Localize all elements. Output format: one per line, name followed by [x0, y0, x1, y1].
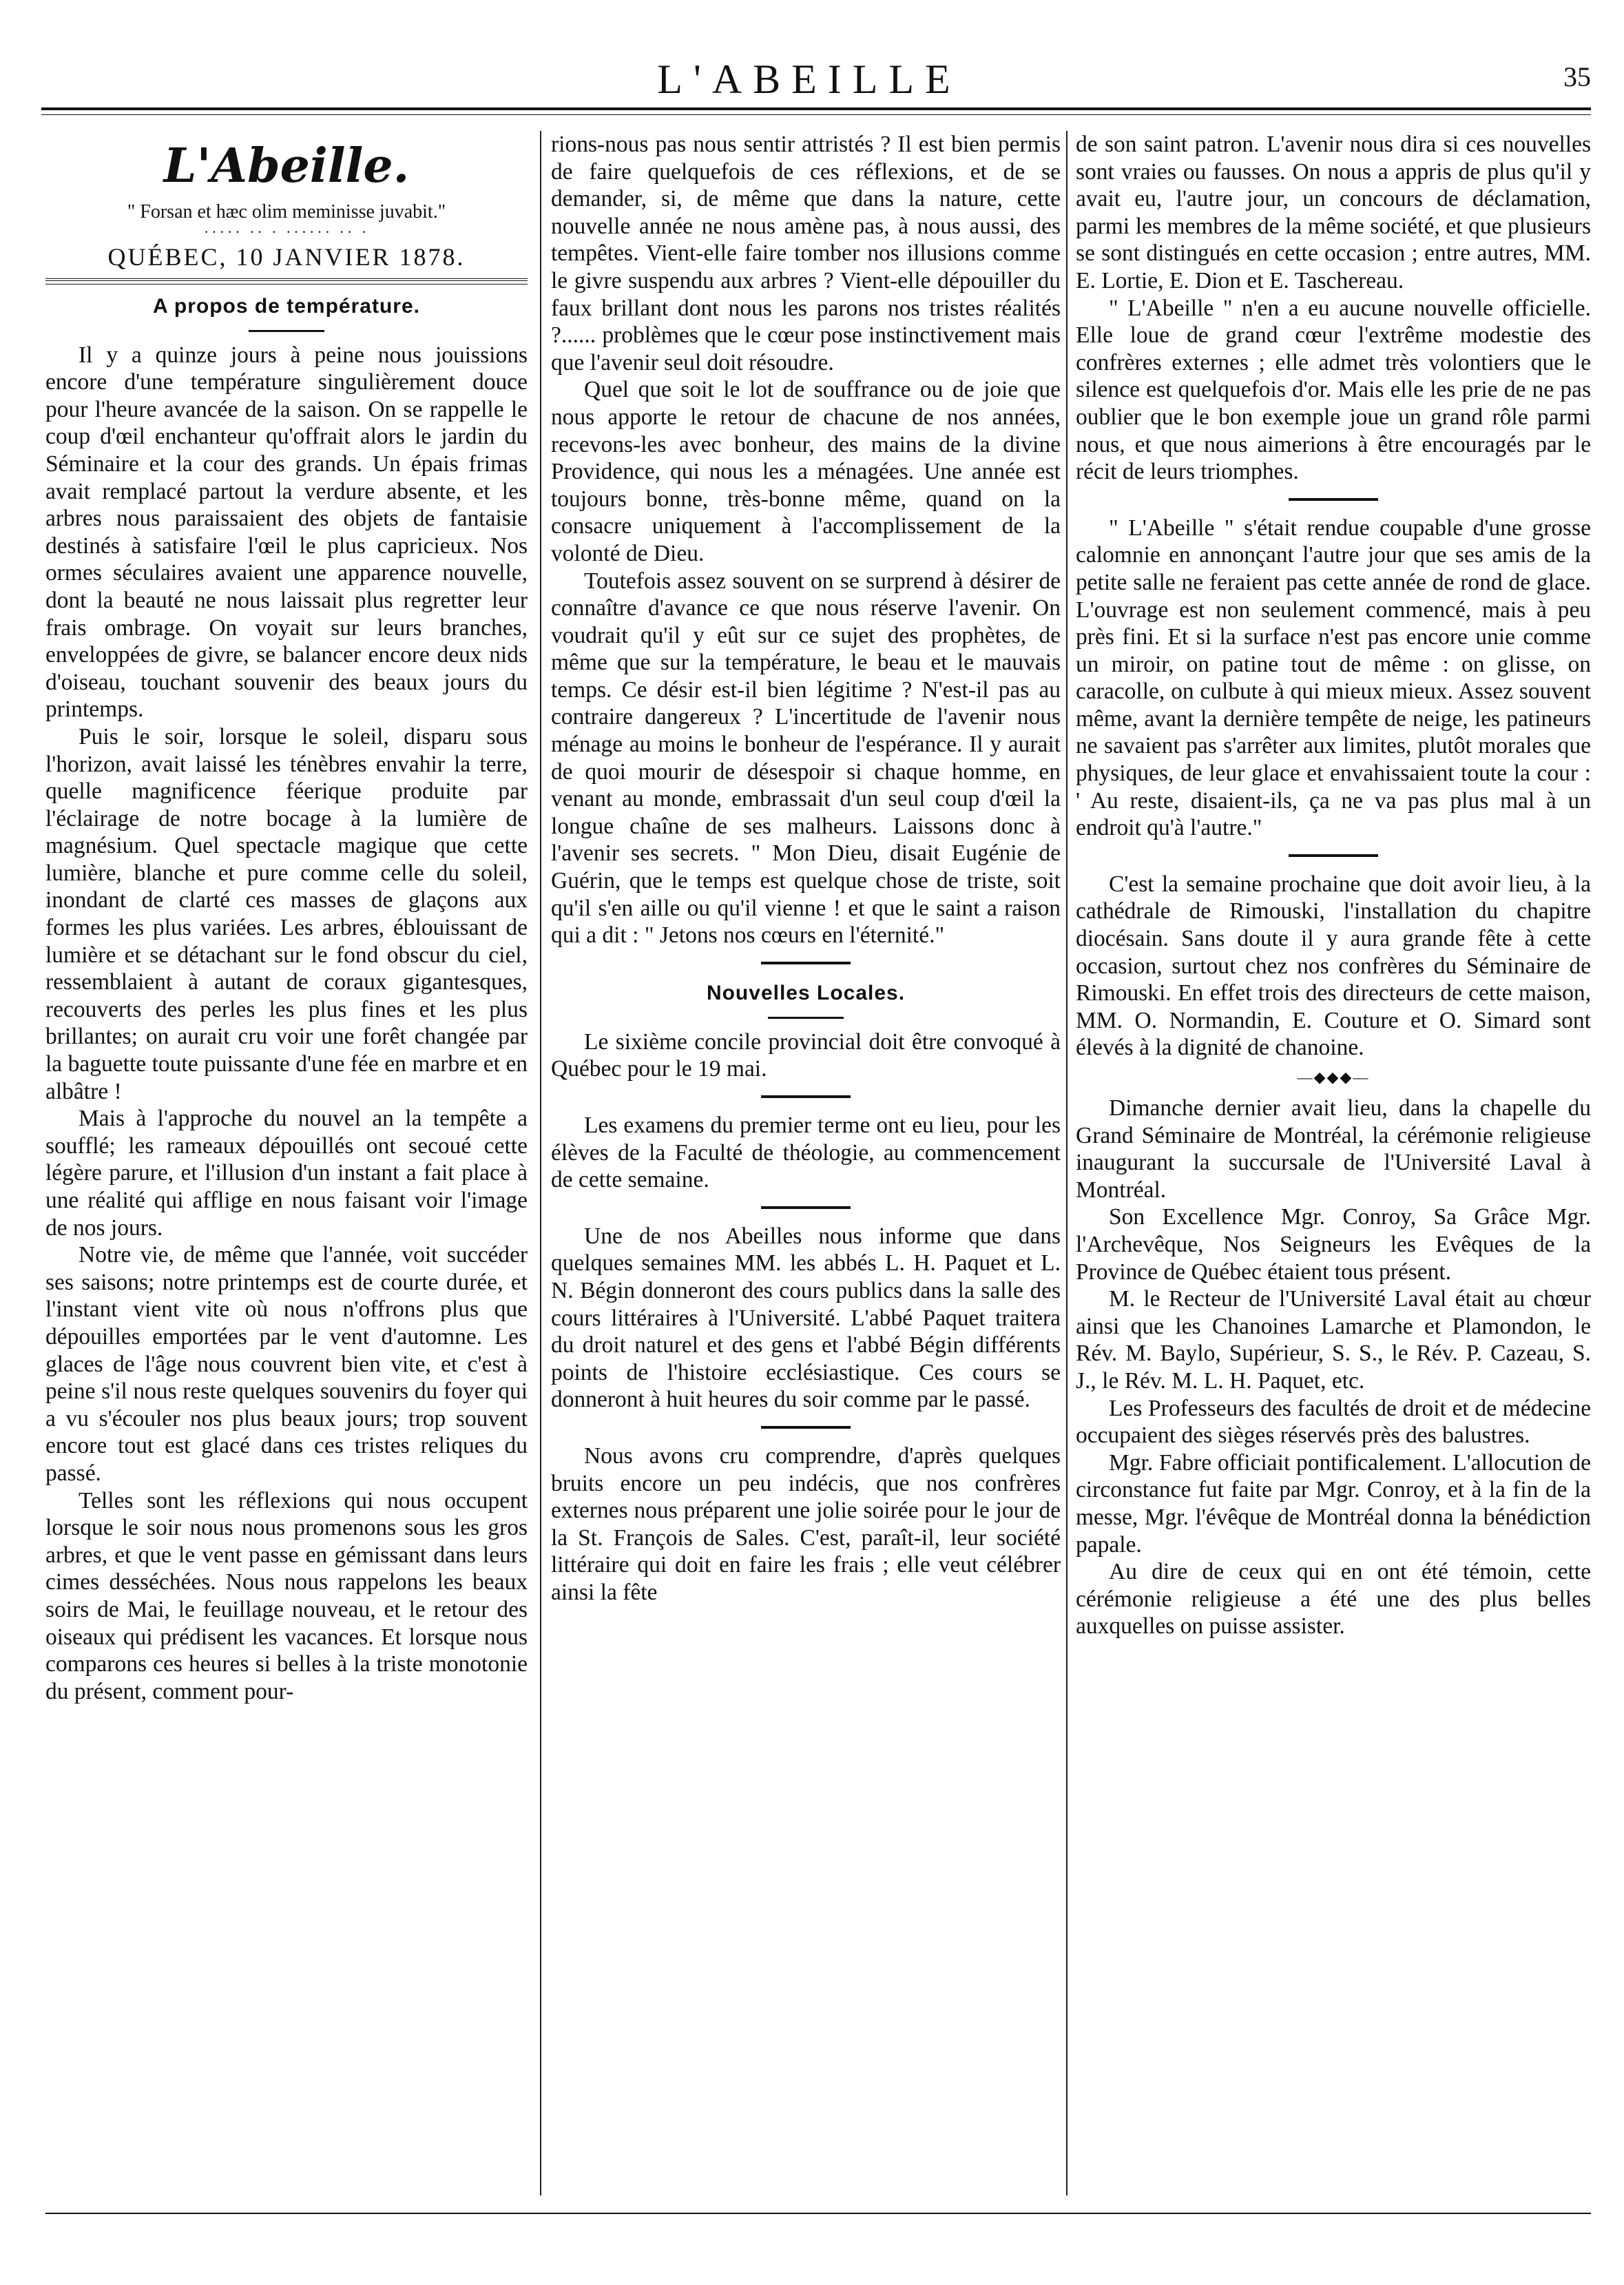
news-item: " L'Abeille " s'était rendue coupable d'une grosse calomnie en annonçant l'autre jour que ses amis de la petite salle ne feraient pas cette année de rond de glace. L'ouvrage est non seulement commencé, mais à peu près fini. Et si la surface n'est pas encore unie comme un miroir, on patine tout de même : on glisse, on caracolle, on culbute à qui mieux mieux. Assez souvent même, avant la dernière tempête de neige, les patineurs ne savaient pas s'arrêter aux limites, plutôt morales que physiques, de leur glace et envahissaient toute la cour : ' Au reste, disaient-ils, ça ne va pas plus mal à un endroit qu'à l'autre." [1076, 515, 1591, 841]
article-paragraph: rions-nous pas nous sentir attristés ? Il est bien permis de faire quelquefois de ces réflexions, et de se demander, si, de même que dans la nature, cette nouvelle année ne nous amène pas, à nous aussi, des tempêtes. Vient-elle faire tomber nos illusions comme le givre suspendu aux arbres ? Vient-elle dépouiller du faux brillant dont nous les parons nos tristes réalités ?...... problèmes que le cœur pose instinctivement mais que l'avenir seul doit résoudre. [551, 132, 1061, 375]
page-number: 35 [1563, 61, 1591, 92]
column-divider [540, 131, 541, 2195]
column-2 [551, 131, 1061, 2209]
header-rule-thin [41, 114, 1591, 115]
heading-dash [768, 1017, 844, 1019]
dotted-ornament: ····· ·· · ······ ·· · [203, 223, 370, 240]
article-heading: A propos de température. [153, 294, 420, 318]
masthead-rule [45, 278, 528, 285]
running-header [28, 55, 1591, 103]
news-item: Le sixième concile provincial doit être convoqué à Québec pour le 19 mai. [551, 1028, 1061, 1082]
news-item: " L'Abeille " n'en a eu aucune nouvelle officielle. Elle loue de grand cœur l'extrême modestie des confrères externes ; elle admet très volontiers que le silence est quelquefois d'or. Mais elle les prie de ne pas oublier que le bon exemple joue un grand rôle parmi nous, et que nous aimerions à être encouragés par le récit de leurs triomphes. [1076, 295, 1591, 485]
running-title: L'ABEILLE [657, 56, 961, 102]
ornament-separator: —◆◆◆— [1297, 1068, 1370, 1086]
news-paragraph: Les Professeurs des facultés de droit et de médecine occupaient des sièges réservés près des balustres. [1076, 1395, 1591, 1449]
header-rule [41, 107, 1591, 110]
item-separator [1289, 854, 1378, 857]
section-heading: Nouvelles Locales. [706, 981, 906, 1004]
item-separator [761, 1095, 851, 1098]
masthead-title: L'Abeille. [163, 138, 410, 194]
news-item: de son saint patron. L'avenir nous dira si ces nouvelles sont vraies ou fausses. On nous a appris de plus qu'il y avait eu, l'autre jour, un concours de déclamation, parmi les membres de la même société, et que plusieurs se sont distingués en cette occasion ; entre autres, MM. E. Lortie, E. Dion et E. Taschereau. [1076, 132, 1591, 293]
article-paragraph: Puis le soir, lorsque le soleil, disparu sous l'horizon, avait laissé les ténèbres envahir la terre, quelle magnificence féerique produite par l'éclairage de notre bocage à la lumière de magnésium. Quel spectacle magique que cette lumière, blanche et pure comme celle du soleil, inondant de clarté ces masses de glaçons aux formes les plus variées. Les arbres, éblouissant de lumière et se détachant sur le fond obscur du ciel, ressemblaient à autant de coraux gigantesques, recouverts des perles les plus fines et les plus brillantes; on aurait cru voir une forêt changée par la baguette toute puissante d'une fée en marbre et en albâtre ! [45, 723, 528, 1104]
news-item: C'est la semaine prochaine que doit avoir lieu, à la cathédrale de Rimouski, l'installation du chapitre diocésain. Sans doute il y aura grande fête à cette occasion, surtout chez nos confrères du Séminaire de Rimouski. En effet trois des directeurs de cette maison, MM. O. Normandin, E. Couture et O. Simard sont élevés à la dignité de chanoine. [1076, 871, 1591, 1061]
article-paragraph: Telles sont les réflexions qui nous occupent lorsque le soir nous nous promenons sous les gros arbres, et que le vent passe en gémissant dans leurs cimes desséchées. Nous nous rappelons les beaux soirs de Mai, le feuillage nouveau, et le retour des oiseaux qui prédisent les vacances. Et lorsque nous comparons ces heures si belles à la triste monotonie du présent, comment pour- [45, 1487, 528, 1704]
item-separator [761, 1206, 851, 1209]
news-paragraph: Mgr. Fabre officiait pontificalement. L'allocution de circonstance fut faite par Mgr. Conroy, et à la fin de la messe, Mgr. l'évêque de Montréal donna la bénédiction papale. [1076, 1449, 1591, 1558]
item-separator [1289, 498, 1378, 501]
news-paragraph: Au dire de ceux qui en ont été témoin, cette cérémonie religieuse a été une des plus belles auxquelles on puisse assister. [1076, 1559, 1591, 1640]
news-paragraph: M. le Recteur de l'Université Laval était au chœur ainsi que les Chanoines Lamarche et Plamondon, le Rév. M. Baylo, Supérieur, S. S., le Rév. P. Cazeau, S. J., le Rév. M. L. H. Paquet, etc. [1076, 1286, 1591, 1394]
item-separator [761, 1426, 851, 1429]
article-paragraph: Notre vie, de même que l'année, voit succéder ses saisons; notre printemps est de courte durée, et l'instant vient vite où nous n'offrons plus que dépouilles emportées par le vent d'automne. Les glaces de l'âge nous couvrent bien vite, et c'est à peine s'il nous reste quelques souvenirs du foyer qui a vu s'écouler nos plus beaux jours; trop souvent encore tout est glacé dans ces tristes reliques du passé. [45, 1242, 528, 1486]
column-3 [1076, 131, 1591, 2209]
heading-dash [249, 330, 324, 332]
article-paragraph: Quel que soit le lot de souffrance ou de joie que nous apporte le retour de chacune de nos années, recevons-les avec bonheur, des mains de la divine Providence, qui nous les a ménagées. Une année est toujours bonne, très-bonne même, quand on la consacre uniquement à l'accomplissement de la volonté de Dieu. [551, 377, 1061, 566]
footer-rule [45, 2213, 1591, 2214]
section-separator [761, 962, 851, 964]
news-item: Une de nos Abeilles nous informe que dans quelques semaines MM. les abbés L. H. Paquet et L. N. Bégin donneront des cours publics dans la salle des cours littéraires à l'Université. L'abbé Paquet traitera du droit naturel et des gens et l'abbé Bégin différents points de l'histoire ecclésiastique. Ces cours se donneront à huit heures du soir comme par le passé. [551, 1223, 1061, 1413]
news-item: Les examens du premier terme ont eu lieu, pour les élèves de la Faculté de théologie, au commencement de cette semaine. [551, 1113, 1061, 1193]
news-paragraph: Dimanche dernier avait lieu, dans la chapelle du Grand Séminaire de Montréal, la cérémonie religieuse inaugurant la succursale de l'Université Laval à Montréal. [1076, 1095, 1591, 1203]
masthead-motto: " Forsan et hæc olim meminisse juvabit." [127, 201, 446, 223]
news-item: Nous avons cru comprendre, d'après quelques bruits encore un peu indécis, que nos confrères externes nous préparent une jolie soirée pour le jour de la St. François de Sales. C'est, paraît-il, leur société littéraire qui doit en faire les frais ; elle veut célébrer ainsi la fête [551, 1443, 1061, 1605]
news-paragraph: Son Excellence Mgr. Conroy, Sa Grâce Mgr. l'Archevêque, Nos Seigneurs les Evêques de la Province de Québec étaient tous présent. [1076, 1204, 1591, 1285]
article-paragraph: Toutefois assez souvent on se surprend à désirer de connaître d'avance ce que nous réserve l'avenir. On voudrait qu'il y eût sur ce sujet des prophètes, de même que sur la température, le beau et le mauvais temps. Ce désir est-il bien légitime ? N'est-il pas au contraire dangereux ? L'incertitude de l'avenir nous ménage au moins le bonheur de l'espérance. Il y aurait de quoi mourir de désespoir si chaque homme, en venant au monde, embrassait d'un seul coup d'œil la longue chaîne de ses malheurs. Laissons donc à l'avenir ses secrets. " Mon Dieu, disait Eugénie de Guérin, que le temps est quelque chose de triste, soit qu'il s'en aille ou qu'il vienne ! et que le saint a raison qui a dit : " Jetons nos cœurs en l'éternité." [551, 568, 1061, 949]
column-divider [1066, 131, 1068, 2195]
dateline: QUÉBEC, 10 JANVIER 1878. [107, 243, 466, 271]
column-1 [45, 131, 528, 2209]
article-paragraph: Mais à l'approche du nouvel an la tempête a soufflé; les rameaux dépouillés ont secoué cette légère parure, et l'illusion d'un instant a fait place à une réalité qui afflige en nous faisant voir l'image de nos jours. [45, 1106, 528, 1241]
article-paragraph: Il y a quinze jours à peine nous jouissions encore d'une température singulièrement douce pour l'heure avancée de la saison. On se rappelle le coup d'œil enchanteur qu'offrait alors le jardin du Séminaire et la cour des grands. Un épais frimas avait remplacé partout la verdure absente, et les arbres nous paraissaient des objets de fantaisie destinés à satisfaire l'œil le plus capricieux. Nos ormes séculaires avaient une apparence nouvelle, dont la beauté ne nous laissait plus regretter leur frais ombrage. On voyait sur leurs branches, enveloppées de givre, se balancer encore deux nids d'oiseau, touchant souvenir des beaux jours du printemps. [45, 342, 528, 723]
